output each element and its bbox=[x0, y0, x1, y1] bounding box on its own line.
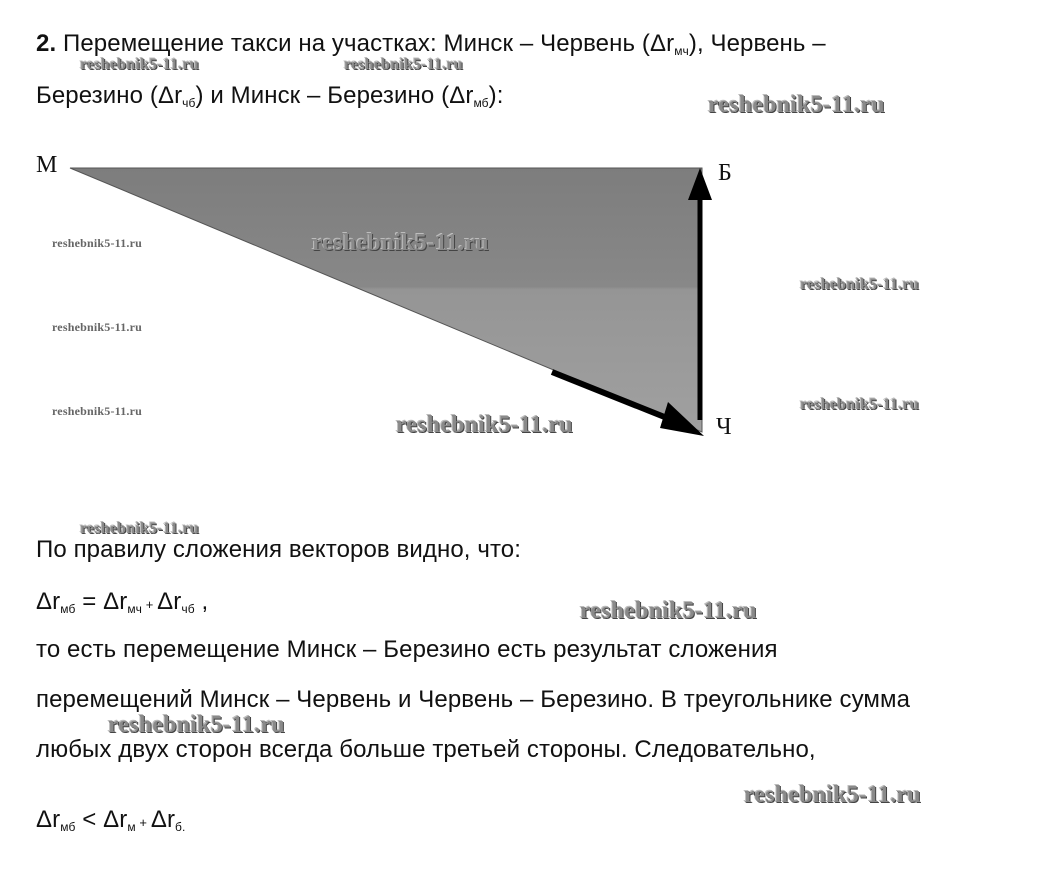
problem-text-2a: Березино ( bbox=[36, 82, 158, 109]
subscript-chb: чб bbox=[182, 96, 196, 110]
equals-sign: = bbox=[75, 588, 104, 615]
watermark: reshebnik5-11.ru bbox=[312, 230, 489, 256]
watermark: reshebnik5-11.ru bbox=[800, 276, 919, 293]
delta-symbol: Δ bbox=[150, 806, 167, 833]
label-m: М bbox=[36, 152, 58, 178]
delta-symbol: Δ bbox=[103, 806, 120, 833]
label-b: Б bbox=[718, 160, 732, 186]
watermark: reshebnik5-11.ru bbox=[800, 396, 919, 413]
watermark: reshebnik5-11.ru bbox=[52, 236, 142, 250]
vector-r: r bbox=[173, 588, 182, 615]
paragraph-line-3: любых двух сторон всегда больше третьей стороны. Следовательно, bbox=[36, 736, 816, 763]
less-than-sign: < bbox=[75, 806, 104, 833]
delta-symbol: Δ bbox=[157, 82, 175, 109]
delta-symbol: Δ bbox=[103, 588, 120, 615]
rule-line: По правилу сложения векторов видно, что: bbox=[36, 536, 521, 563]
vector-r: r bbox=[166, 806, 176, 833]
subscript-b: б. bbox=[175, 820, 186, 834]
vector-r: r bbox=[465, 82, 474, 109]
watermark: reshebnik5-11.ru bbox=[396, 412, 573, 438]
problem-line-2 bbox=[36, 82, 504, 117]
vector-r: r bbox=[52, 806, 61, 833]
subscript-mch: мч bbox=[127, 602, 143, 616]
watermark: reshebnik5-11.ru bbox=[708, 92, 885, 118]
watermark: reshebnik5-11.ru bbox=[52, 404, 142, 418]
watermark: reshebnik5-11.ru bbox=[344, 56, 463, 73]
paragraph-line-2: перемещений Минск – Червень и Червень – Березино. В треугольнике сумма bbox=[36, 686, 911, 713]
paragraph-line-1: то есть перемещение Минск – Березино есть результат сложения bbox=[36, 636, 778, 663]
label-ch: Ч bbox=[716, 414, 732, 440]
subscript-mb: мб bbox=[473, 96, 489, 110]
delta-symbol: Δ bbox=[449, 82, 466, 109]
subscript-chb: чб bbox=[181, 602, 195, 616]
vector-r: r bbox=[52, 588, 61, 615]
watermark: reshebnik5-11.ru bbox=[744, 782, 921, 808]
vector-r: r bbox=[119, 806, 128, 833]
problem-text-2c: ): bbox=[488, 82, 504, 109]
subscript-mb: мб bbox=[60, 820, 76, 834]
inequality bbox=[36, 806, 185, 841]
comma: , bbox=[194, 588, 209, 615]
watermark: reshebnik5-11.ru bbox=[52, 320, 142, 334]
equation-sum bbox=[36, 588, 208, 623]
plus-sign: + bbox=[135, 815, 151, 830]
subscript-mch: мч bbox=[674, 44, 689, 58]
delta-symbol: Δ bbox=[36, 806, 53, 833]
vector-r: r bbox=[119, 588, 128, 615]
delta-symbol: Δ bbox=[157, 588, 174, 615]
subscript-mb: мб bbox=[60, 602, 76, 616]
vector-r: r bbox=[666, 30, 675, 57]
plus-sign: + bbox=[142, 597, 158, 612]
watermark: reshebnik5-11.ru bbox=[80, 56, 199, 73]
problem-text-2b: ) и Минск – Березино ( bbox=[195, 82, 450, 109]
delta-symbol: Δ bbox=[649, 30, 667, 57]
problem-text-1a: Перемещение такси на участках: Минск – Червень ( bbox=[63, 30, 650, 57]
watermark: reshebnik5-11.ru bbox=[580, 598, 757, 624]
delta-symbol: Δ bbox=[36, 588, 53, 615]
subscript-m: м bbox=[127, 820, 136, 834]
watermark: reshebnik5-11.ru bbox=[108, 712, 285, 738]
vector-r: r bbox=[174, 82, 183, 109]
problem-text-1b: ), Червень – bbox=[688, 30, 826, 57]
watermark: reshebnik5-11.ru bbox=[80, 520, 199, 537]
problem-number: 2. bbox=[36, 30, 57, 57]
